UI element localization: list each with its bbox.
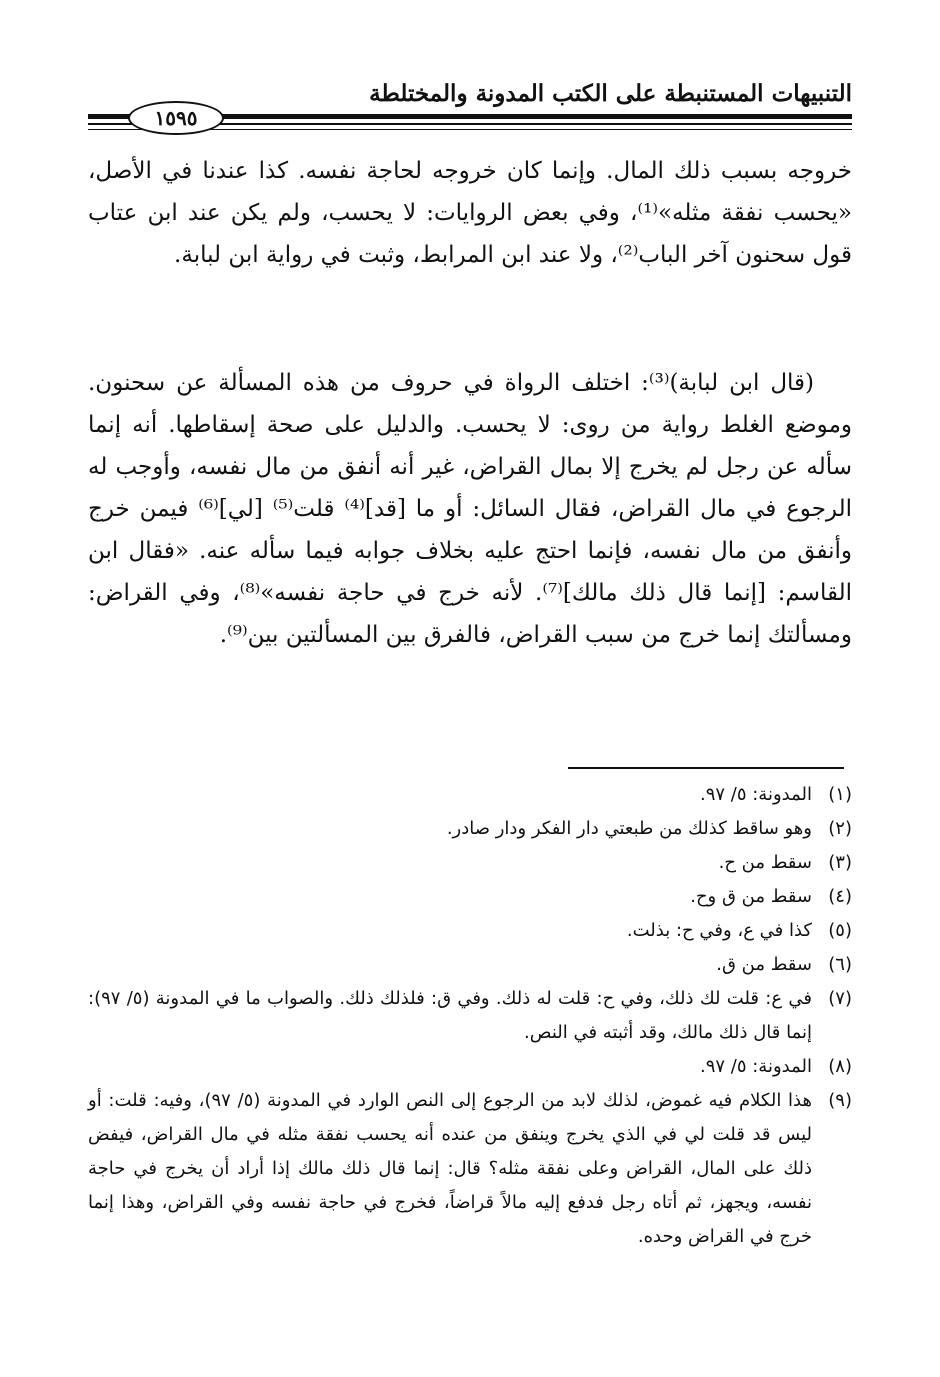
footnote-text: سقط من ق. — [716, 954, 812, 975]
footnote-item — [88, 846, 852, 880]
footnote-item — [88, 812, 852, 846]
footnote-number: (١) — [828, 784, 852, 805]
footnote-text: المدونة: ٥/ ٩٧. — [699, 784, 812, 805]
footnote-number: (٤) — [828, 886, 852, 907]
footnote-text: كذا في ع، وفي ح: بذلت. — [626, 920, 812, 941]
footnote-number: (٢) — [828, 818, 852, 839]
footnote-number: (٣) — [828, 852, 852, 873]
body-paragraph-1: خروجه بسبب ذلك المال. وإنما كان خروجه لحاجة نفسه. كذا عندنا في الأصل، «يحسب نفقة مثله»⁽¹⁾، وفي بعض الروايات: لا يحسب، ولم يكن عند ابن عتاب قول سحنون آخر الباب⁽²⁾، ولا عند ابن المرابط، وثبت في رواية ابن لبابة. — [88, 158, 852, 268]
footnote-item — [88, 914, 852, 948]
footnote-text: في ع: قلت لك ذلك، وفي ح: قلت له ذلك. وفي ق: فلذلك ذلك. والصواب ما في المدونة (٥/ ٩٧): إنما قال ذلك مالك، وقد أثبته في النص. — [88, 988, 812, 1043]
page-number-badge — [128, 101, 224, 135]
running-header-title: التنبيهات المستنبطة على الكتب المدونة والمختلطة — [369, 80, 852, 107]
footnote-item — [88, 778, 852, 812]
footnote-item — [88, 948, 852, 982]
footnote-number: (٨) — [828, 1056, 852, 1077]
footnote-item — [88, 880, 852, 914]
footnote-separator — [568, 767, 844, 769]
footnotes-list — [88, 778, 852, 1254]
footnote-item — [88, 1050, 852, 1084]
footnote-item — [88, 1084, 852, 1254]
footnote-number: (٩) — [828, 1090, 852, 1111]
body-paragraph-2: (قال ابن لبابة)⁽³⁾: اختلف الرواة في حروف من هذه المسألة عن سحنون. وموضع الغلط رواية من روى: لا يحسب. والدليل على صحة إسقاطها. أنه إنما سأله عن رجل لم يخرج إلا بمال القراض، غير أنه أنفق من مال نفسه، وأوجب له الرجوع في مال القراض، فقال السائل: أو ما [قد]⁽⁴⁾ قلت⁽⁵⁾ [لي]⁽⁶⁾ فيمن خرج وأنفق من مال نفسه، فإنما احتج عليه بخلاف جوابه فيما سأله عنه. «فقال ابن القاسم: [إنما قال ذلك مالك]⁽⁷⁾. لأنه خرج في حاجة نفسه»⁽⁸⁾، وفي القراض: ومسألتك إنما خرج من سبب القراض، فالفرق بين المسألتين بين⁽⁹⁾. — [88, 370, 853, 648]
footnote-number: (٦) — [828, 954, 852, 975]
page-number: ١٥٩٥ — [154, 106, 198, 130]
footnote-number: (٥) — [828, 920, 852, 941]
footnote-text: المدونة: ٥/ ٩٧. — [699, 1056, 812, 1077]
footnote-text: سقط من ق وح. — [690, 886, 812, 907]
footnote-text: سقط من ح. — [718, 852, 812, 873]
footnote-item — [88, 982, 852, 1050]
footnote-number: (٧) — [828, 988, 852, 1009]
footnote-text: هذا الكلام فيه غموض، لذلك لابد من الرجوع إلى النص الوارد في المدونة (٥/ ٩٧)، وفيه: قلت: أو ليس قد قلت لي في الذي يخرج وينفق من عنده أنه يحسب نفقة مثله في مال القراض، فيفض ذلك على المال، القراض وعلى نفقة مثله؟ قال: إنما قال ذلك مالك إذا أراد أن يخرج في حاجة نفسه، ويجهز، ثم أتاه رجل فدفع إليه مالاً قراضاً، فخرج في حاجة نفسه وفي القراض، وهذا إنما خرج في القراض وحده. — [88, 1090, 812, 1247]
footnote-text: وهو ساقط كذلك من طبعتي دار الفكر ودار صادر. — [446, 818, 812, 839]
